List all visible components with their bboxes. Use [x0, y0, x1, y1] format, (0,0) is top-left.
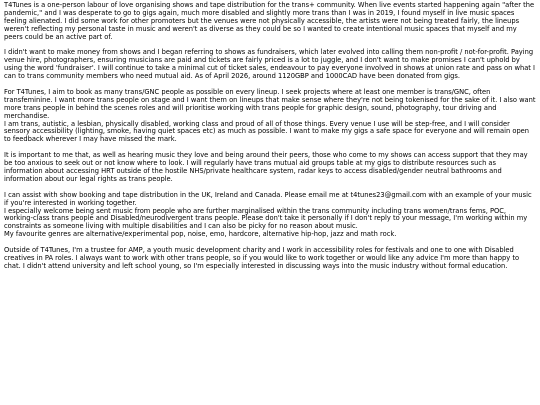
paragraph-booking-values [4, 89, 536, 144]
paragraph-text: My favourite genres are alternative/experimental pop, noise, emo, hardcore, alternative hip-hop, jazz and math rock. [4, 230, 397, 239]
paragraph-text: I didn't want to make money from shows and I began referring to shows as fundraisers, which later evolved into calling them non-profit / not-for-profit. Paying venue hire, photographers, ensuring musicians are paid and tickets are fairly priced is a lot to juggle, and I don't want to make promises I can't uphold by using the word 'fundraiser'. I will continue to take a minimal cut of ticket sales, endeavour to pay everyone involved in shows at union rate and pass on what I can to trans community members who need mutual aid. As of April 2026, around 1120GBP and 1000CAD have been donated from gigs. [4, 48, 536, 81]
paragraph-text: It is important to me that, as well as hearing music they love and being around their peers, those who come to my shows can access support that they may be too anxious to seek out or not know where to look. I will regularly have trans mutual aid groups table at my gigs to distribute resources such as information about accessing HRT outside of the hostile NHS/private healthcare system, radar keys to access disabled/gender neutral bathrooms and information about our legal rights as trans people. [4, 151, 528, 183]
paragraph-text: I am trans, autistic, a lesbian, physically disabled, working class and proud of all of those things. Every venue I use will be step-free, and I will consider sensory accessibility (lighting, smoke, having quiet spaces etc) as much as possible. I want to make my gigs a safe space for everyone and will remain open to feedback wherever I may have missed the mark. [4, 119, 530, 144]
paragraph-non-profit [4, 49, 536, 81]
paragraph-contact [4, 192, 536, 239]
paragraph-about [4, 247, 536, 271]
paragraph-origin [4, 2, 536, 42]
paragraph-support [4, 152, 536, 184]
paragraph-text: T4Tunes is a one-person labour of love organising shows and tape distribution for the trans+ community. When live events started happening again "after the pandemic," and I was desperate to go to gigs again, much more disabled and slightly more trans than I was in 2019, I found myself in live music spaces feeling alienated. I did some work for other promoters but the venues were not physically accessible, the artists were not being treated fairly, the lineups weren't reflecting my personal taste in music and weren't as diverse as they could be so I wanted to create intentional music spaces that myself and my peers could be an active part of. [4, 1, 535, 41]
paragraph-text: I can assist with show booking and tape distribution in the UK, Ireland and Canada. Please email me at t4tunes23@gmail.com with an example of your music if you're interested in working together. [4, 190, 532, 207]
paragraph-text: I especially welcome being sent music from people who are further marginalised within the trans community including trans women/trans fems, POC, working-class trans people and Disabled/neurodivergent trans people. Please don't take it personally if I don't reply to your message, I'm working within my constraints as someone living with multiple disabilities and I can also be picky for no reason about music. [4, 206, 528, 231]
paragraph-text: Outside of T4Tunes, I'm a trustee for AMP, a youth music development charity and I work in accessibility roles for festivals and one to one with Disabled creatives in PA roles. I always want to work with other trans people, so if you would like to work together or would like any advice I'm more than happy to chat. I didn't attend university and left school young, so I'm especially interested in discussing ways into the music industry without formal education. [4, 246, 520, 270]
paragraph-text: For T4Tunes, I aim to book as many trans/GNC people as possible on every lineup. I seek projects where at least one member is trans/GNC, often transfeminine. I want more trans people on stage and I want them on lineups that make sense where they're not being tokenised for the sake of it. I also want more trans people in behind the scenes roles and will prioritise working with trans people for graphic design, sound, photography, tour driving and merchandise. [4, 87, 536, 120]
